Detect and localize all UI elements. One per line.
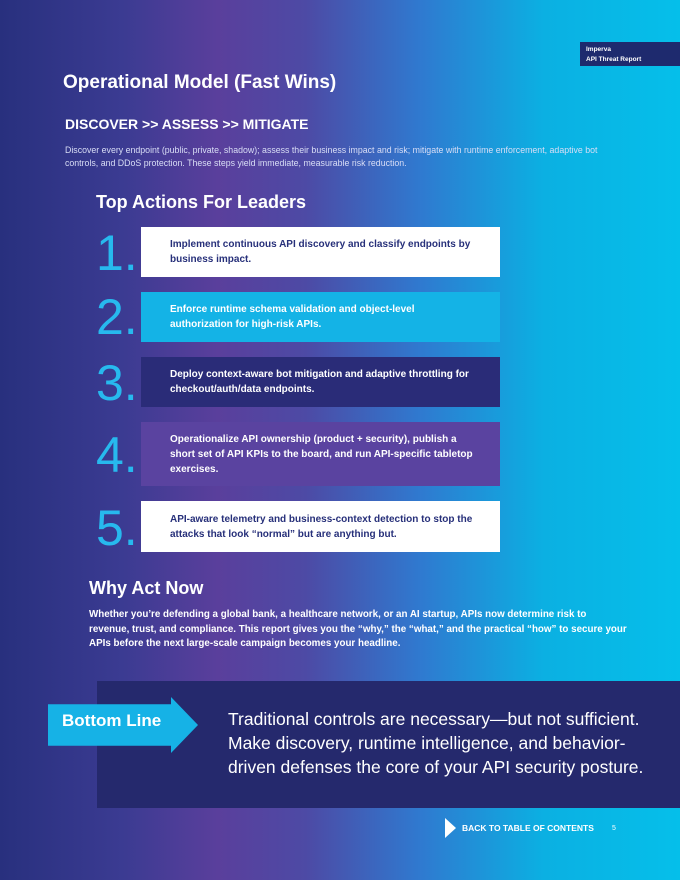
report-name: API Threat Report bbox=[586, 56, 642, 63]
action-text-5: API-aware telemetry and business-context detection to stop the attacks that look “normal” but are anything but. bbox=[170, 513, 473, 540]
why-act-now-title: Why Act Now bbox=[89, 578, 204, 598]
intro-paragraph: Discover every endpoint (public, private, shadow); assess their business impact and risk; mitigate with runtime enforcement, adaptive bot controls, and DDoS protection. These steps yield immediate, measurable risk reduction. bbox=[65, 145, 598, 168]
step-number-4: 4. bbox=[96, 427, 138, 483]
play-arrow-icon bbox=[445, 818, 456, 838]
brand-tag bbox=[580, 42, 680, 66]
step-number-2: 2. bbox=[96, 289, 138, 345]
bottom-line-label: Bottom Line bbox=[62, 711, 162, 730]
step-number-3: 3. bbox=[96, 355, 138, 411]
page-title: Operational Model (Fast Wins) bbox=[63, 72, 337, 93]
process-subhead: DISCOVER >> ASSESS >> MITIGATE bbox=[65, 116, 309, 132]
action-text-1: Implement continuous API discovery and classify endpoints by business impact. bbox=[170, 239, 471, 265]
action-text-4: Operationalize API ownership (product + security), publish a short set of API KPIs to the board, and run API-specific tabletop exercises. bbox=[170, 433, 473, 475]
brand-name: Imperva bbox=[586, 46, 611, 53]
action-card-3 bbox=[141, 357, 500, 407]
actions-title: Top Actions For Leaders bbox=[96, 192, 307, 212]
back-to-contents-label: BACK TO TABLE OF CONTENTS bbox=[462, 823, 594, 833]
action-card-1 bbox=[141, 227, 500, 277]
action-card-5 bbox=[141, 501, 500, 552]
action-text-3: Deploy context-aware bot mitigation and adaptive throttling for checkout/auth/data endpoints. bbox=[170, 369, 469, 395]
step-number-1: 1. bbox=[96, 225, 138, 281]
action-card-2 bbox=[141, 292, 500, 342]
back-to-contents-link[interactable] bbox=[445, 818, 594, 838]
step-number-5: 5. bbox=[96, 500, 138, 556]
action-text-2: Enforce runtime schema validation and object-level authorization for high-risk APIs. bbox=[170, 304, 415, 330]
page-number: 5 bbox=[612, 825, 616, 832]
action-card-4 bbox=[141, 422, 500, 486]
bottom-line-text: Traditional controls are necessary—but not sufficient. Make discovery, runtime intelligence, and behavior-driven defenses the core of your API security posture. bbox=[228, 709, 644, 777]
why-act-now-body: Whether you’re defending a global bank, a healthcare network, or an AI startup, APIs now determine risk to revenue, trust, and compliance. This report gives you the “why,” the “what,” and the practical “how” to secure your APIs before the next large-scale campaign becomes your headline. bbox=[89, 609, 627, 649]
